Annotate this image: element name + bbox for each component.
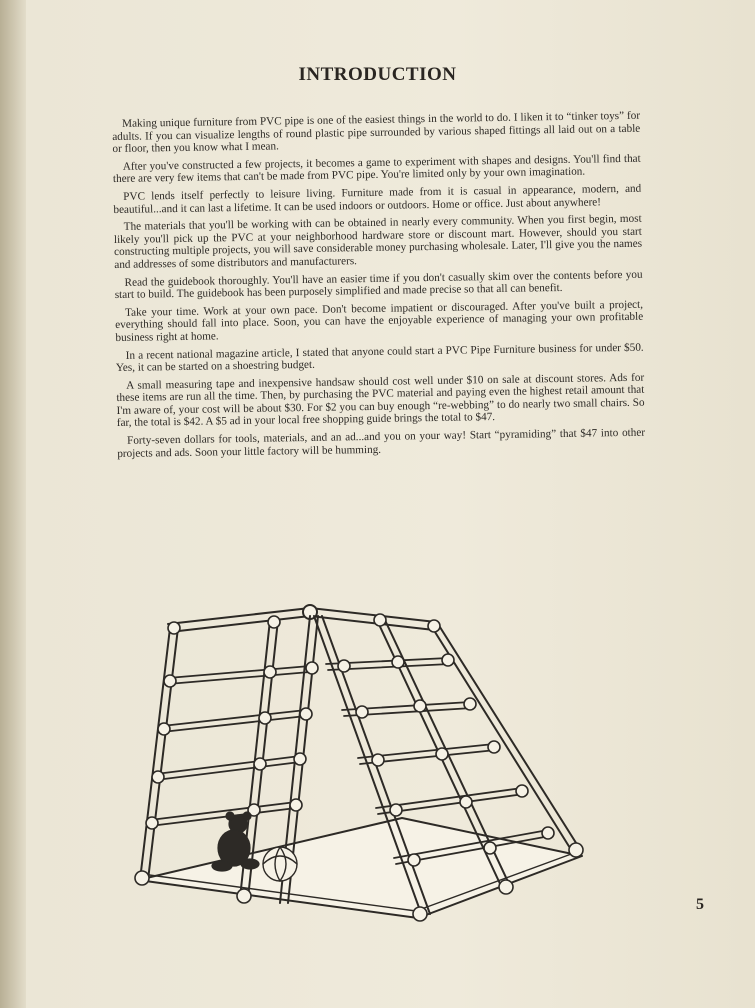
- page-number: 5: [696, 896, 704, 913]
- paragraph: A small measuring tape and inexpensive handsaw should cost well under $10 on sale at discount stores. Ads for these items are run all the time. Then, by purchasing the PVC material and paying even the highest retail amount that I'm aware of, your cost will be about $30. For $2 you can buy enough “re-webbing” to do nearly two small chairs. So far, the total is $42. A $5 ad in your local free shopping guide brings the total to $47.: [116, 371, 645, 430]
- frame-left-rungs: [150, 666, 310, 826]
- beach-ball: [263, 847, 297, 881]
- paragraph: Forty-seven dollars for tools, materials, and an ad...and you on your way! Start “pyramiding” that $47 into other projects and ads. Soon your little factory will be humming.: [117, 426, 646, 460]
- paragraph: Making unique furniture from PVC pipe is one of the easiest things in the world to do. I liken it to “tinker toys” for adults. If you can visualize lengths of round plastic pipe surrounded by various shaped fittings all laid out on a table or floor, then you know what I mean.: [112, 109, 641, 156]
- frame-base: [138, 818, 582, 918]
- paragraph: The materials that you'll be working with can be obtained in nearly every community. When you first begin, most likely you'll pick up the PVC at your neighborhood hardware store or discount mart. However, should you start constructing multiple projects, you will save considerable money purchasing wholesale. Later, I'll give you the names and addresses of some distributors and manufacturers.: [113, 212, 643, 271]
- paragraph: PVC lends itself perfectly to leisure living. Furniture made from it is casual in appearance, modern, and beautiful...and it can last a lifetime. It can be used indoors or outdoors. Home or office. Just about anywhere!: [113, 182, 642, 216]
- page-title: INTRODUCTION: [298, 64, 457, 85]
- paragraph: In a recent national magazine article, I stated that anyone could start a PVC Pipe Furniture business for under $50. Yes, it can be started on a shoestring budget.: [115, 341, 644, 375]
- paragraph: Read the guidebook thoroughly. You'll have an easier time if you don't casually skim over the contents before you start to build. The guidebook has been purposely simplified and made precise so that all can benefit.: [114, 268, 643, 302]
- teddy-bear: [212, 812, 259, 871]
- book-gutter: [0, 0, 26, 1008]
- pvc-climbing-frame-illustration: [130, 598, 590, 943]
- body-text: [112, 110, 645, 466]
- frame-top-bar: [168, 605, 436, 632]
- paragraph: After you've constructed a few projects, it becomes a game to experiment with shapes and designs. You'll find that there are very few items that can't be made from PVC pipe. You're limited only by your own imagination.: [112, 152, 641, 186]
- paragraph: Take your time. Work at your own pace. Don't become impatient or discouraged. After you've built a project, everything should fall into place. Soon, you can have the enjoyable experience of managing your own profitable business right at home.: [115, 298, 644, 344]
